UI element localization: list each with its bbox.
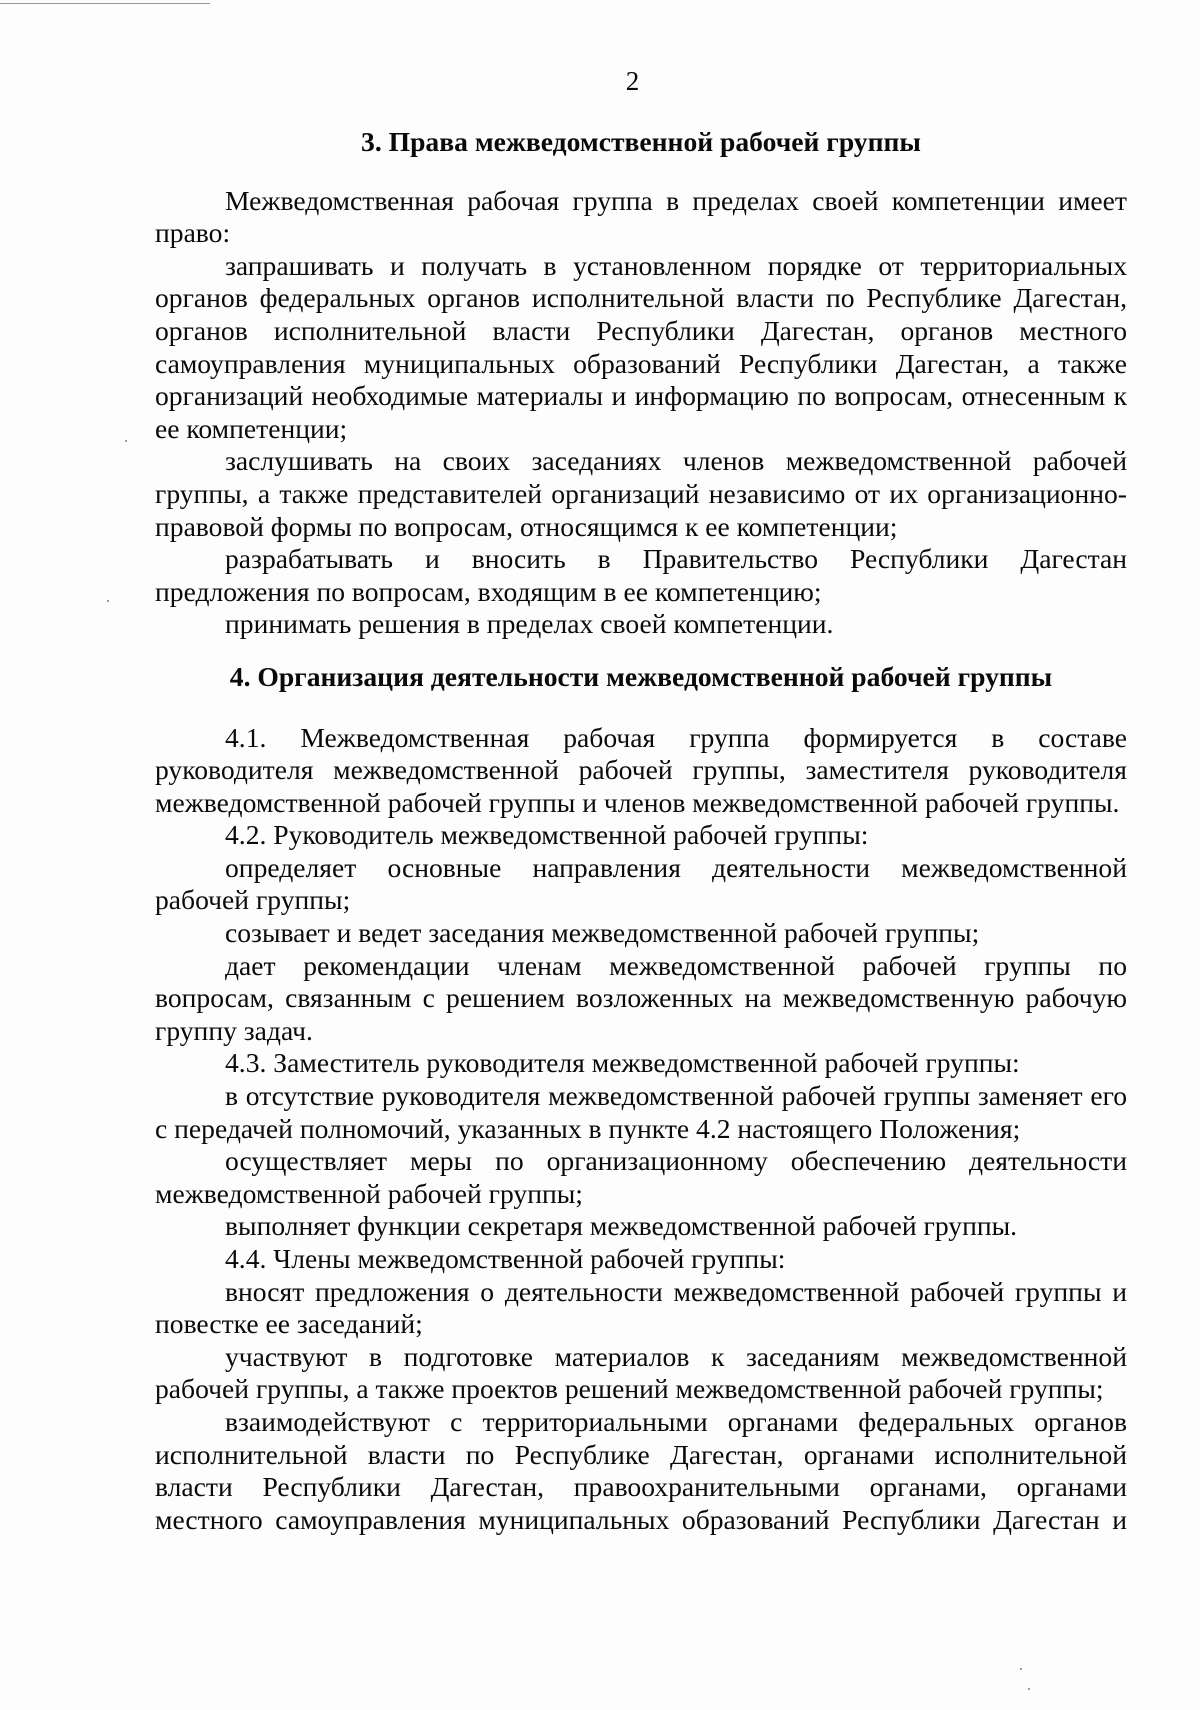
- scan-dot: [1020, 1668, 1022, 1670]
- paragraph: взаимодействуют с территориальными органами федеральных органов исполнительной власти по Республике Дагестан, органами исполнительной власти Республики Дагестан, правоохранительными органами, органами местного самоуправления муниципальных образований Республики Дагестан и: [155, 1405, 1127, 1535]
- paragraph: в отсутствие руководителя межведомственной рабочей группы заменяет его с передачей полномочий, указанных в пункте 4.2 настоящего Положения;: [155, 1080, 1127, 1144]
- page-number: 2: [625, 66, 640, 96]
- paragraph: разрабатывать и вносить в Правительство Республики Дагестан предложения по вопросам, входящим в ее компетенцию;: [155, 543, 1127, 607]
- paragraph: 4.1. Межведомственная рабочая группа формируется в составе руководителя межведомственной рабочей группы, заместителя руководителя межведомственной рабочей группы и членов межведомственной рабочей группы.: [155, 721, 1127, 818]
- paragraph: созывает и ведет заседания межведомственной рабочей группы;: [225, 917, 980, 949]
- paragraph: выполняет функции секретаря межведомственной рабочей группы.: [225, 1210, 1018, 1242]
- paragraph: запрашивать и получать в установленном порядке от территориальных органов федеральных органов исполнительной власти по Республике Дагестан, органов исполнительной власти Республики Дагестан, органов местного самоуправления муниципальных образований Республики Дагестан, а также организаций необходимые материалы и информацию по вопросам, отнесенным к ее компетенции;: [155, 249, 1127, 444]
- section-3-heading: 3. Права межведомственной рабочей группы: [361, 126, 921, 157]
- paragraph: определяет основные направления деятельности межведомственной рабочей группы;: [155, 851, 1127, 916]
- paragraph: дает рекомендации членам межведомственной рабочей группы по вопросам, связанным с решением возложенных на межведомственную рабочую группу задач.: [155, 949, 1127, 1046]
- paragraph: осуществляет меры по организационному обеспечению деятельности межведомственной рабочей группы;: [155, 1145, 1127, 1209]
- paragraph: вносят предложения о деятельности межведомственной рабочей группы и повестке ее заседаний;: [155, 1275, 1127, 1340]
- document-body: [155, 118, 1127, 1536]
- scan-dot: [1028, 1688, 1030, 1690]
- paragraph: принимать решения в пределах своей компетенции.: [225, 608, 834, 640]
- paragraph: 4.3. Заместитель руководителя межведомственной рабочей группы:: [225, 1047, 1020, 1079]
- scan-dot: [107, 600, 109, 602]
- section-4-heading: 4. Организация деятельности межведомственной рабочей группы: [229, 660, 1053, 692]
- paragraph: заслушивать на своих заседаниях членов межведомственной рабочей группы, а также представителей организаций независимо от их организационно-правовой формы по вопросам, относящимся к ее компетенции;: [155, 445, 1127, 542]
- paragraph: участвуют в подготовке материалов к заседаниям межведомственной рабочей группы, а также проектов решений межведомственной рабочей группы;: [155, 1340, 1127, 1405]
- paragraph: 4.2. Руководитель межведомственной рабочей группы:: [225, 819, 869, 851]
- scan-dot: [125, 440, 127, 442]
- scan-line-top: [0, 3, 210, 4]
- paragraph: 4.4. Члены межведомственной рабочей группы:: [225, 1243, 786, 1274]
- paragraph: Межведомственная рабочая группа в пределах своей компетенции имеет право:: [155, 184, 1127, 249]
